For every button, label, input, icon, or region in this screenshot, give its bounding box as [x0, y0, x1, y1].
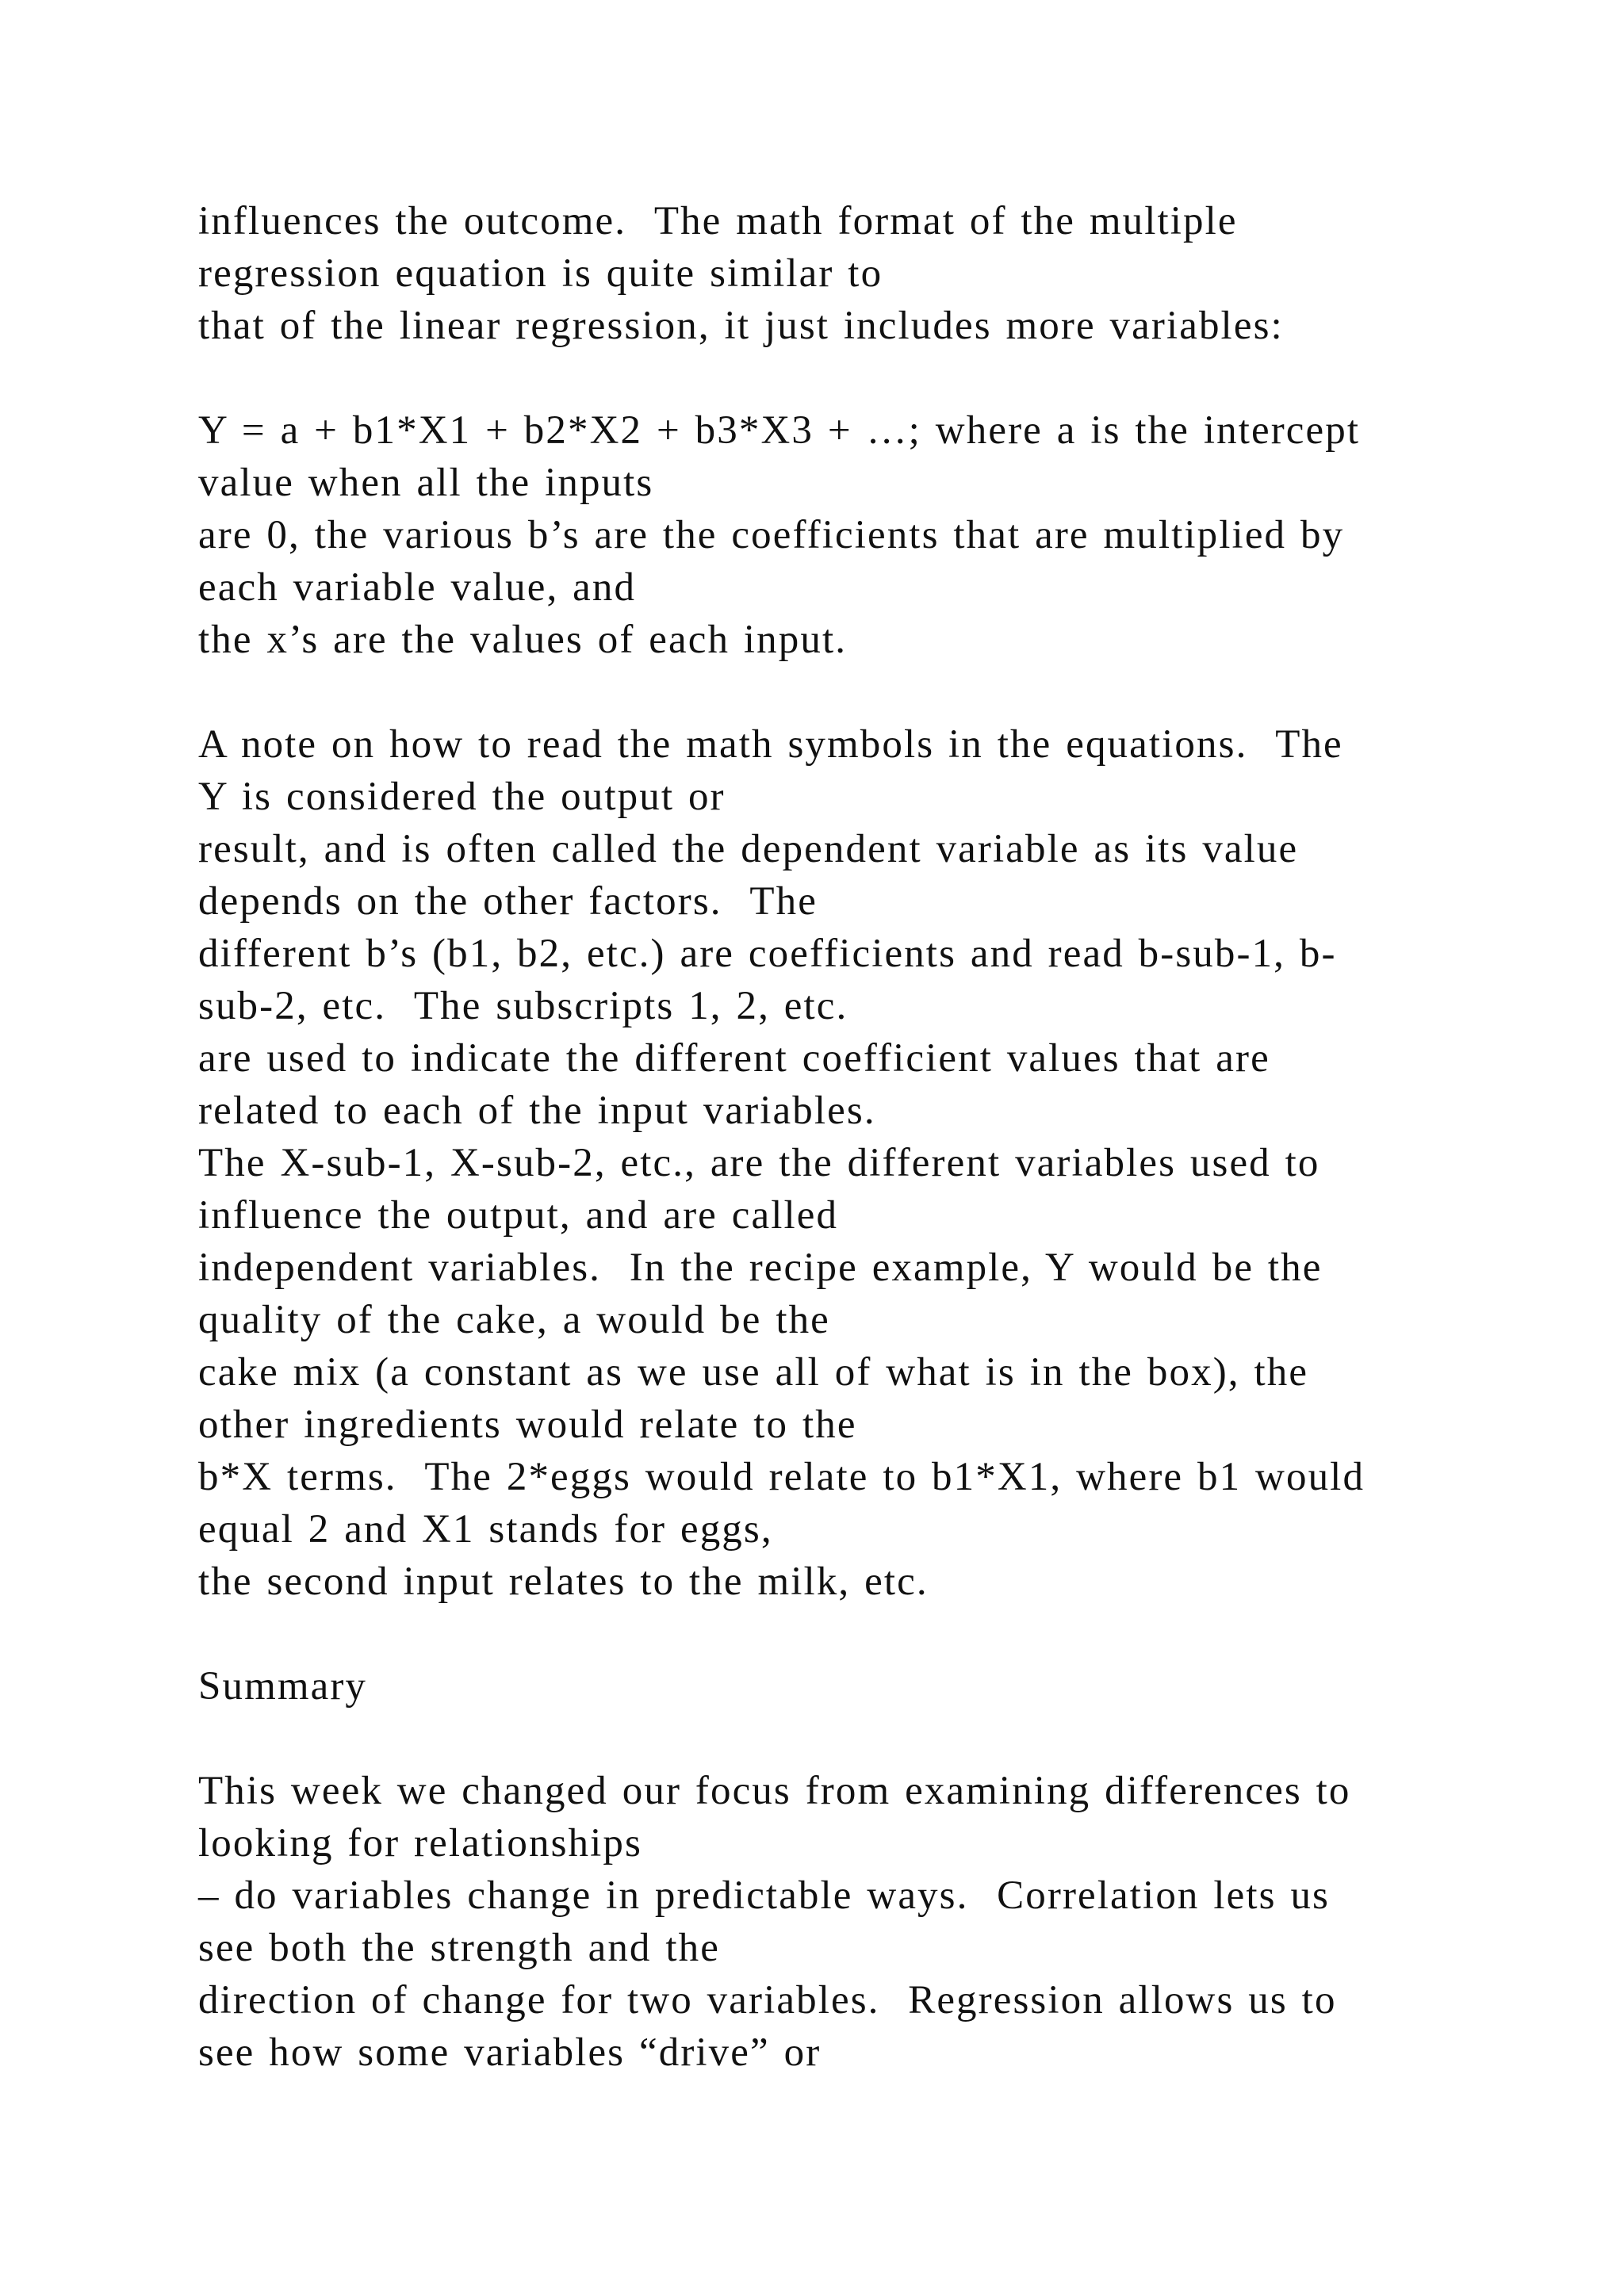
text-line: independent variables. In the recipe example, Y would be the — [198, 1246, 1323, 1290]
summary-heading: Summary — [198, 1664, 368, 1709]
text-line: see how some variables “drive” or — [198, 2030, 822, 2075]
text-line: equal 2 and X1 stands for eggs, — [198, 1507, 773, 1552]
paragraph — [198, 195, 1546, 352]
text-line: the second input relates to the milk, etc. — [198, 1559, 929, 1604]
paragraph — [198, 718, 1546, 1608]
text-line: quality of the cake, a would be the — [198, 1298, 830, 1342]
text-line: regression equation is quite similar to — [198, 251, 883, 296]
text-line: influences the outcome. The math format of the multiple — [198, 199, 1238, 243]
paragraph — [198, 1765, 1546, 2079]
paragraph — [198, 404, 1546, 666]
text-line: influence the output, and are called — [198, 1193, 839, 1238]
text-line: depends on the other factors. The — [198, 879, 818, 924]
text-line: the x’s are the values of each input. — [198, 618, 848, 662]
text-line: sub-2, etc. The subscripts 1, 2, etc. — [198, 984, 848, 1028]
text-line: A note on how to read the math symbols in the equations. The — [198, 722, 1343, 767]
text-line: cake mix (a constant as we use all of what is in the box), the — [198, 1350, 1309, 1395]
paragraph-spacer — [198, 1712, 1546, 1765]
text-line: The X-sub-1, X-sub-2, etc., are the different variables used to — [198, 1141, 1320, 1185]
section-heading — [198, 1660, 1546, 1712]
text-line: related to each of the input variables. — [198, 1089, 876, 1133]
text-line: are used to indicate the different coefficient values that are — [198, 1036, 1270, 1081]
paragraph-spacer — [198, 352, 1546, 404]
text-line: are 0, the various b’s are the coefficients that are multiplied by — [198, 513, 1345, 557]
text-line: result, and is often called the dependent variable as its value — [198, 827, 1299, 871]
document-body — [198, 195, 1546, 2079]
paragraph-spacer — [198, 1608, 1546, 1660]
text-line: other ingredients would relate to the — [198, 1402, 857, 1447]
text-line: direction of change for two variables. Regression allows us to — [198, 1978, 1337, 2022]
text-line: b*X terms. The 2*eggs would relate to b1*X1, where b1 would — [198, 1455, 1365, 1499]
text-line: see both the strength and the — [198, 1926, 720, 1970]
text-line: This week we changed our focus from examining differences to — [198, 1769, 1351, 1813]
text-line: – do variables change in predictable ways. Correlation lets us — [198, 1873, 1330, 1918]
text-line: Y is considered the output or — [198, 775, 726, 819]
text-line: each variable value, and — [198, 565, 637, 610]
paragraph-spacer — [198, 666, 1546, 718]
text-line: that of the linear regression, it just includes more variables: — [198, 304, 1284, 348]
text-line: different b’s (b1, b2, etc.) are coefficients and read b-sub-1, b- — [198, 932, 1337, 976]
text-line: value when all the inputs — [198, 461, 654, 505]
text-line: Y = a + b1*X1 + b2*X2 + b3*X3 + …; where a is the intercept — [198, 408, 1361, 453]
text-line: looking for relationships — [198, 1821, 642, 1866]
